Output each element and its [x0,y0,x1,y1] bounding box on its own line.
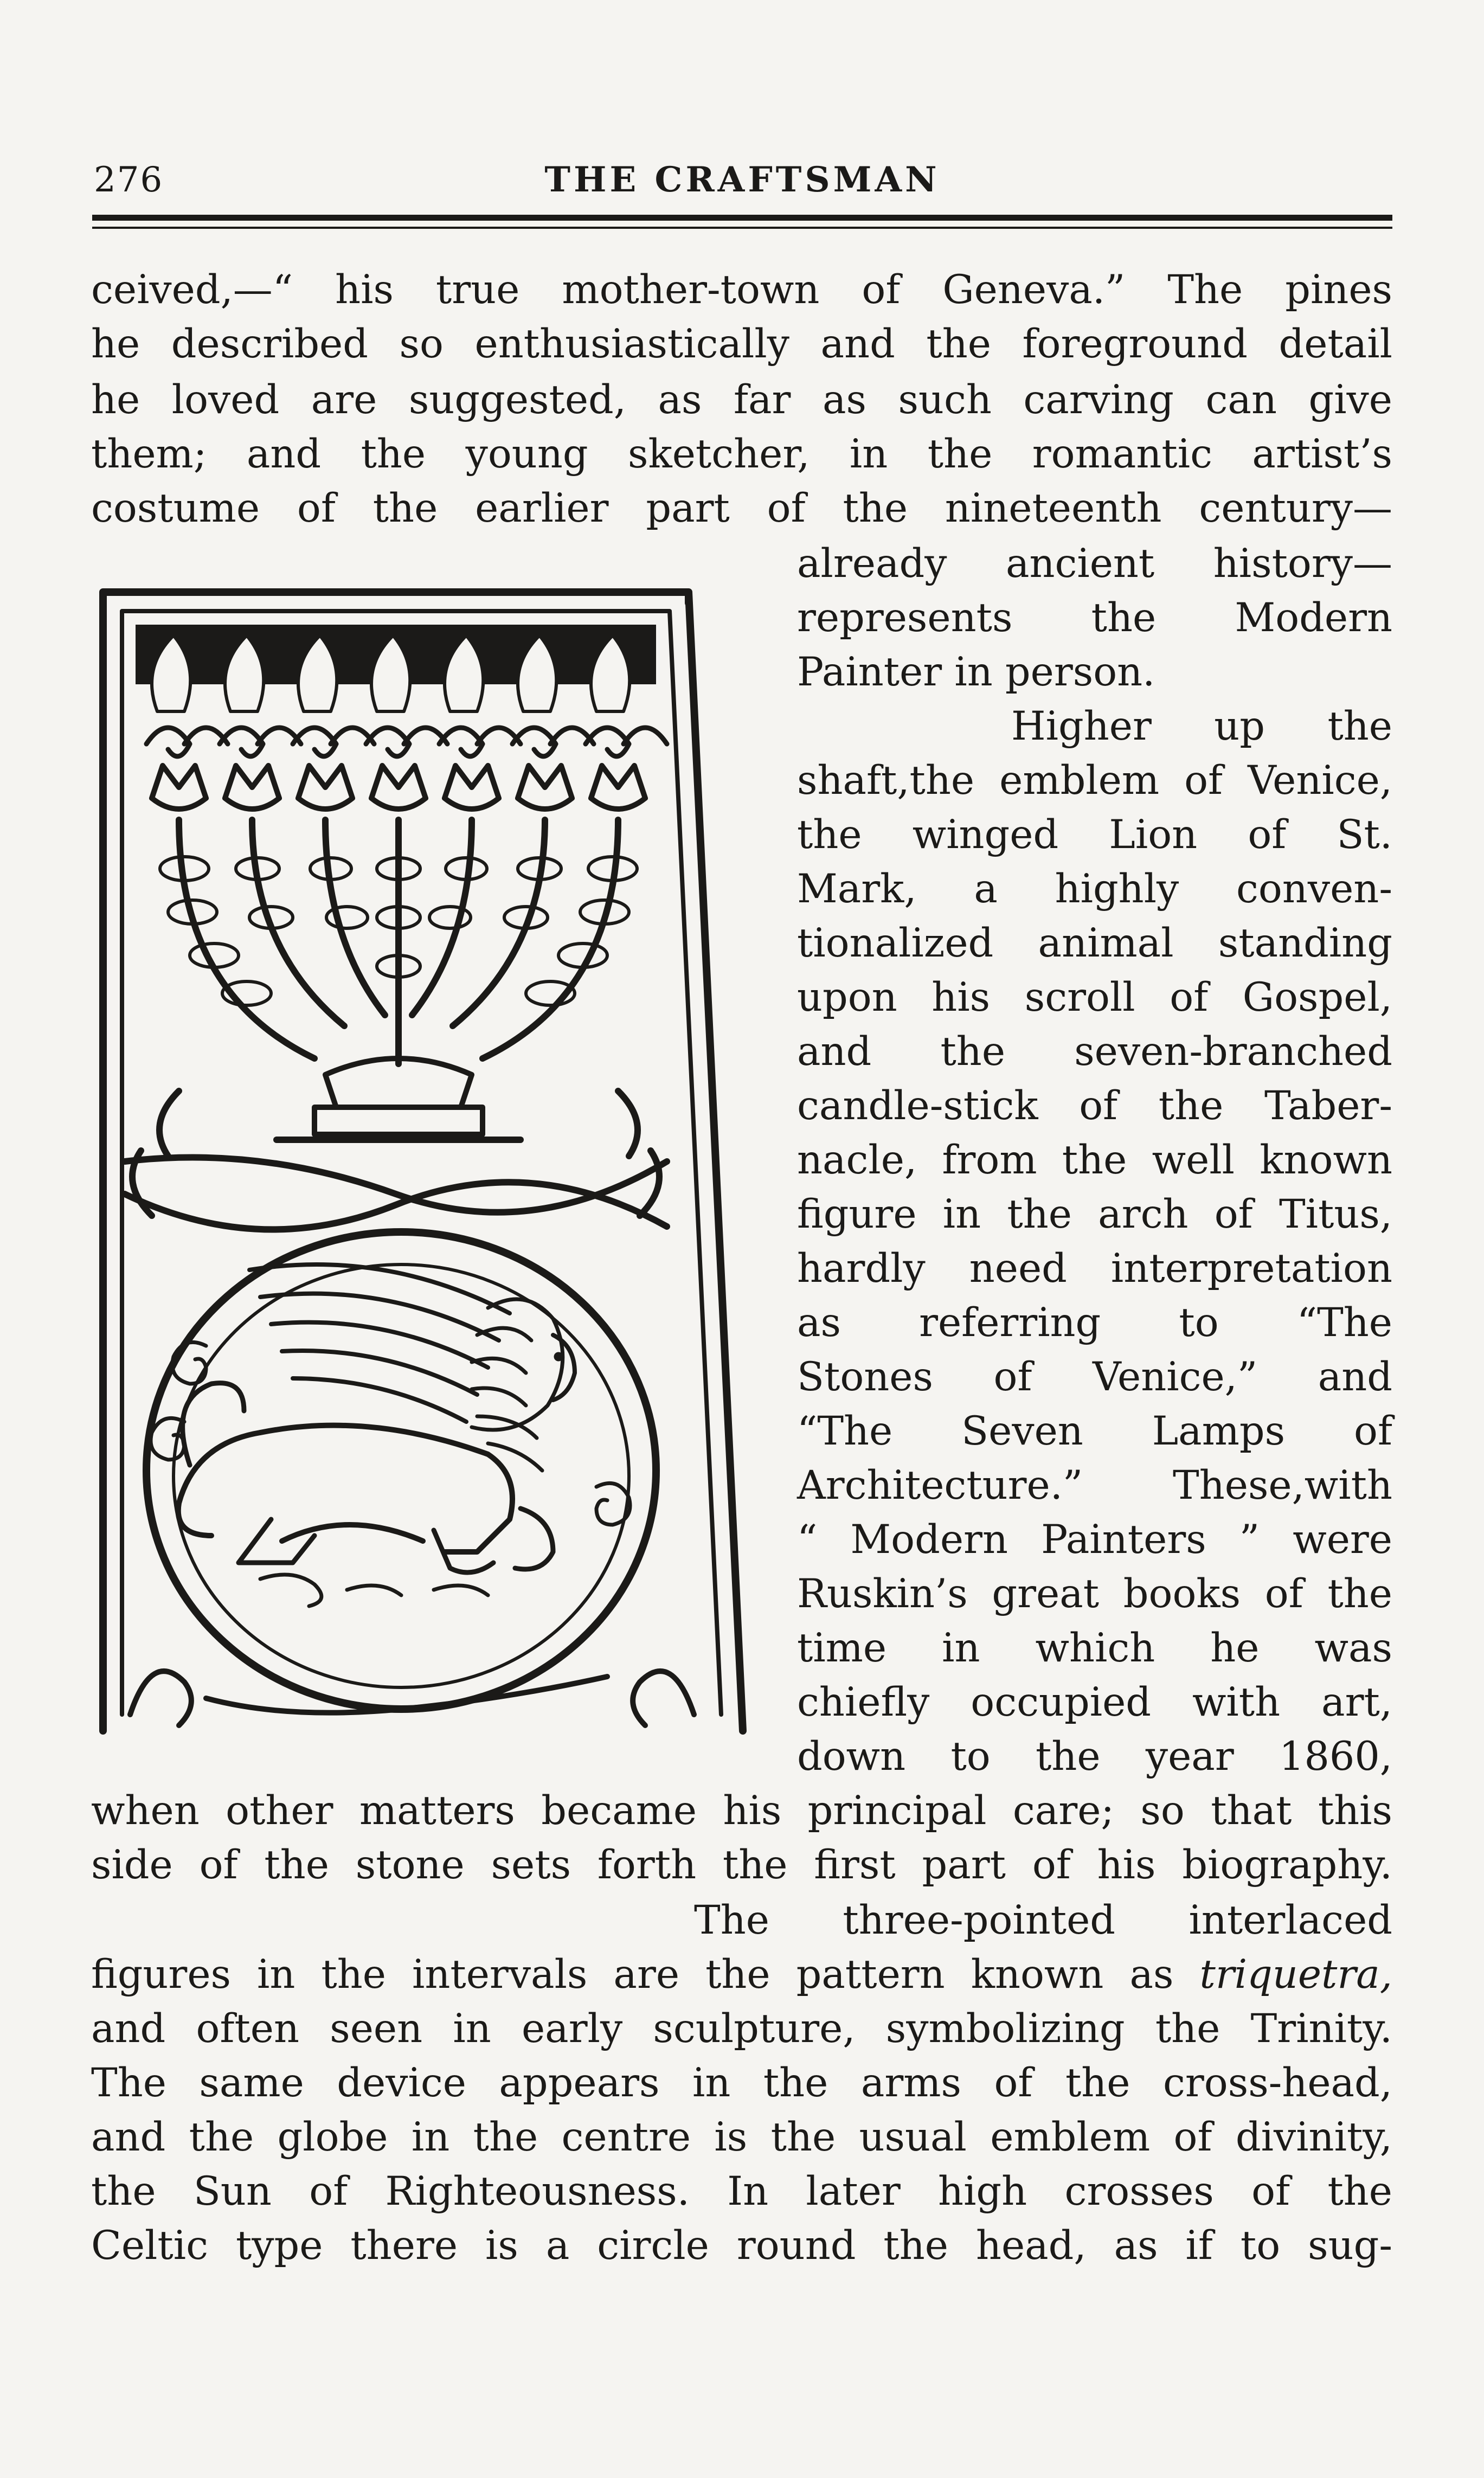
page-number: 276 [94,160,164,200]
text-line: upon his scroll of Gospel, [797,974,1392,1020]
text-line: and the seven-branched [797,1029,1392,1075]
text-line: them; and the young sketcher, in the romantic artist’s [91,431,1392,477]
text-line: Celtic type there is a circle round the head, as if to sug- [91,2223,1392,2269]
text-line: nacle, from the well known [797,1137,1392,1183]
text-line: shaft,the emblem of Venice, [797,757,1392,804]
text-line: candle-stick of the Taber- [797,1083,1392,1129]
text-line: and often seen in early sculpture, symbolizing the Trinity. [91,2006,1392,2052]
text-line: when other matters became his principal care; so that this [91,1788,1392,1834]
text-line: already ancient history— [797,541,1392,587]
text-line: Painter in person. [797,649,1155,695]
text-line: “ Modern Painters ” were [797,1517,1392,1563]
text-line: as referring to “The [797,1300,1392,1346]
italic-term: triquetra, [1199,1951,1392,1998]
text-line: figure in the arch of Titus, [797,1191,1392,1237]
text-line: time in which he was [797,1625,1392,1671]
text-line: The three-pointed interlaced [694,1897,1392,1943]
text-line: Higher up the [1011,703,1392,749]
header-rule-thick [92,215,1392,221]
journal-title: THE CRAFTSMAN [544,159,940,200]
text-line: The same device appears in the arms of the cross-head, [91,2060,1392,2106]
text-line: represents the Modern [797,595,1392,641]
text-line: he loved are suggested, as far as such carving can give [91,377,1392,423]
text-fragment: figures in the intervals are the pattern known as [91,1951,1174,1998]
text-line: the winged Lion of St. [797,812,1392,858]
text-line: down to the year 1860, [797,1734,1392,1780]
text-line: Ruskin’s great books of the [797,1571,1392,1617]
text-line: “The Seven Lamps of [797,1408,1392,1454]
text-line: chiefly occupied with art, [797,1679,1392,1725]
running-head [94,158,1391,202]
text-line: hardly need interpretation [797,1246,1392,1292]
text-line: the Sun of Righteousness. In later high crosses of the [91,2168,1392,2214]
text-line: Stones of Venice,” and [797,1354,1392,1400]
text-line: Mark, a highly conven- [797,866,1392,912]
text-line: side of the stone sets forth the first part of his biography. [91,1842,1392,1888]
woodcut-illustration [98,587,748,1736]
text-line: costume of the earlier part of the nineteenth century— [91,485,1392,531]
header-rule-thin [92,227,1392,229]
text-line: he described so enthusiastically and the foreground detail [91,321,1392,367]
text-line [91,1948,1392,2002]
text-line: tionalized animal standing [797,920,1392,966]
text-line: Architecture.” These,with [797,1462,1392,1508]
text-line: ceived,—“ his true mother-town of Geneva.” The pines [91,267,1392,313]
text-line: and the globe in the centre is the usual emblem of divinity, [91,2114,1392,2160]
